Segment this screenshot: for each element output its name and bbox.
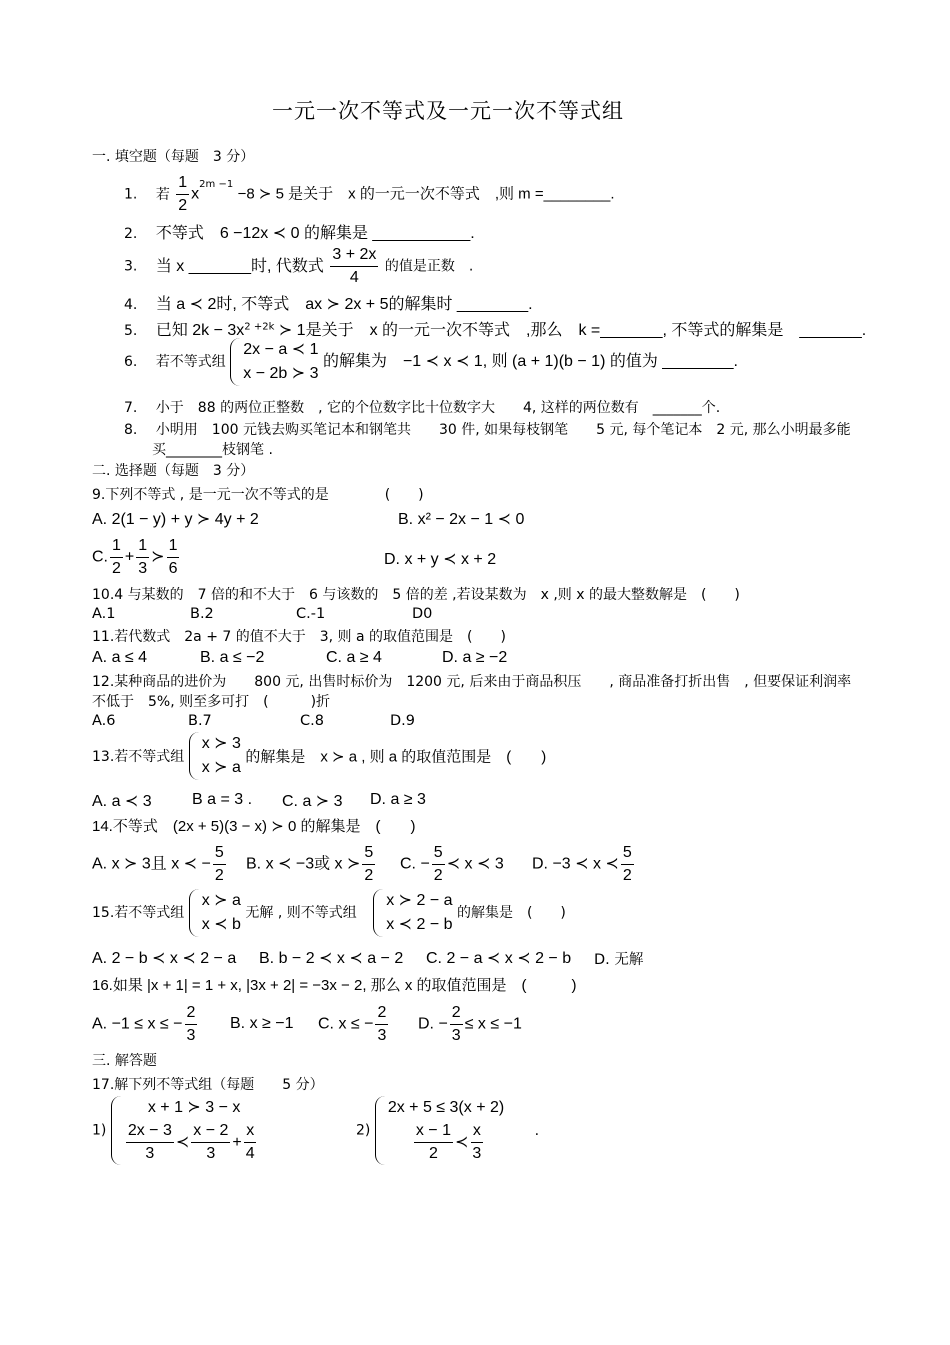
option-b: B. x² − 2x − 1 ≺ 0 [398, 511, 525, 528]
section-fill-heading: 一. 填空题（每题 3 分） [92, 149, 255, 165]
option-c: C.-1 [296, 606, 326, 622]
inequality-system: 2x + 5 ≤ 3(x + 2) $\frac{x - 1}{2}$ ≺ $\frac{x}{3}$ [375, 1096, 504, 1165]
fill-question-6: 6. 若不等式组 2x − a ≺ 1 x − 2b ≻ 3 的解集为 −1 ≺ x ≺ 1, 则 (a + 1)(b − 1) 的值为 ________. [124, 338, 738, 386]
fill-question-4: 4. 当 a ≺ 2时, 不等式 ax ≻ 2x + 5的解集时 ________. [124, 296, 533, 313]
section-solve-heading: 三. 解答题 [92, 1053, 157, 1069]
option-a: A. a ≺ 3 [92, 793, 152, 810]
option-b: B a = 3 . [192, 791, 253, 808]
q-number: 1. [124, 186, 138, 203]
fraction: $\frac{1}{2}$ [178, 174, 188, 214]
option-a: A.1 [92, 606, 116, 622]
q-text: 若 [155, 186, 170, 203]
fill-question-8-line2: 买________枝钢笔 . [152, 442, 273, 458]
option-c: C. 2 − a ≺ x ≺ 2 − b [426, 950, 572, 967]
fraction: $\frac{3 + 2x}{4}$ [332, 246, 377, 286]
choice-question-11: 11.若代数式 2a + 7 的值不大于 3, 则 a 的取值范围是 ( ) [92, 629, 506, 645]
option-a: A.6 [92, 713, 116, 729]
option-a: A. 2 − b ≺ x ≺ 2 − a [92, 950, 237, 967]
option-c: C. a ≥ 4 [326, 649, 382, 666]
option-a: A. 2(1 − y) + y ≻ 4y + 2 [92, 511, 259, 528]
option-d: D.9 [390, 713, 415, 729]
solve-problem-1: 1) x + 1 ≻ 3 − x $\frac{2x - 3}{3}$ ≺ $\frac{x - 2}{3}$ + $\frac{x}{4}$ [92, 1096, 259, 1165]
option-d: D. − $\frac{2}{3}$ ≤ x ≤ −1 [418, 1004, 522, 1044]
option-b: B. a ≤ −2 [200, 649, 265, 666]
option-d: D. −3 ≺ x ≺ $\frac{5}{2}$ [532, 844, 632, 884]
option-d: D0 [412, 606, 433, 622]
solve-question-17: 17.解下列不等式组（每题 5 分） [92, 1077, 324, 1093]
option-b: B.2 [190, 606, 214, 622]
choice-question-12: 12.某种商品的进价为 800 元, 出售时标价为 1200 元, 后来由于商品积压 , 商品准备打折出售 , 但要保证利润率 [92, 674, 852, 690]
fill-question-5: 5. 已知 $2k - 3x^{2 +2k}$ ≻ 1是关于 x 的一元一次不等式 ,那么 k =_______, 不等式的解集是 _______. [124, 321, 867, 339]
choice-question-16: 16.如果 |x + 1| = 1 + x, |3x + 2| = −3x − 2, 那么 x 的取值范围是 ( ) [92, 977, 577, 994]
option-d: D. a ≥ 3 [370, 791, 426, 808]
inequality-system: x ≻ 3 x ≻ a [189, 732, 241, 780]
option-a: A. x ≻ 3且 x ≺ − $\frac{5}{2}$ [92, 844, 224, 884]
option-b: B. x ≥ −1 [230, 1015, 294, 1032]
choice-question-14: 14.不等式 (2x + 5)(3 − x) ≻ 0 的解集是 ( ) [92, 818, 416, 835]
solve-problem-2: 2) 2x + 5 ≤ 3(x + 2) $\frac{x - 1}{2}$ ≺ $\frac{x}{3}$ . [356, 1096, 539, 1165]
fill-question-1: 1. 若 $\frac{1}{2}$ $x^{2m -1} -8$ ≻ 5 是关于 x 的一元一次不等式 ,则 m =________. [124, 172, 615, 217]
choice-question-15: 15.若不等式组 x ≻ a x ≺ b 无解 , 则不等式组 x ≻ 2 − a x ≺ 2 − b 的解集是 ( ) [92, 889, 566, 937]
choice-question-13: 13.若不等式组 x ≻ 3 x ≻ a 的解集是 x ≻ a , 则 a 的取值范围是 ( ) [92, 732, 546, 780]
option-c: C.8 [300, 713, 324, 729]
inequality-system: x ≻ a x ≺ b [189, 889, 241, 937]
inequality-system: 2x − a ≺ 1 x − 2b ≻ 3 [230, 338, 318, 386]
option-d: D. a ≥ −2 [442, 649, 508, 666]
fill-question-7: 7. 小于 88 的两位正整数 , 它的个位数字比十位数字大 4, 这样的两位数有 _______个. [124, 400, 721, 416]
inequality-system: x ≻ 2 − a x ≺ 2 − b [373, 889, 452, 937]
option-a: A. a ≤ 4 [92, 649, 148, 666]
option-c: C. − $\frac{5}{2}$ ≺ x ≺ 3 [400, 844, 504, 884]
q-text: −8 ≻ 5 是关于 x 的一元一次不等式 ,则 m =________. [237, 185, 615, 203]
choice-question-9: 9.下列不等式 , 是一元一次不等式的是 ( ) [92, 487, 424, 503]
option-b: B. x ≺ −3或 x ≻ $\frac{5}{2}$ [246, 844, 374, 884]
option-b: B. b − 2 ≺ x ≺ a − 2 [259, 950, 404, 967]
option-a: A. −1 ≤ x ≤ − $\frac{2}{3}$ [92, 1004, 196, 1044]
fill-question-2: 2. 不等式 6 −12x ≺ 0 的解集是 ___________. [124, 225, 475, 242]
option-b: B.7 [188, 713, 212, 729]
choice-question-12-line2: 不低于 5%, 则至多可打 ( )折 [92, 694, 331, 710]
choice-question-10: 10.4 与某数的 7 倍的和不大于 6 与该数的 5 倍的差 ,若设某数为 x ,则 x 的最大整数解是 ( ) [92, 587, 740, 603]
option-d: D. x + y ≺ x + 2 [384, 551, 497, 568]
option-d: D. 无解 [594, 952, 644, 968]
option-c: C. x ≤ − $\frac{2}{3}$ [318, 1004, 387, 1044]
inequality-system: x + 1 ≻ 3 − x $\frac{2x - 3}{3}$ ≺ $\frac{x - 2}{3}$ + $\frac{x}{4}$ [111, 1096, 259, 1165]
fill-question-8: 8. 小明用 100 元钱去购买笔记本和钢笔共 30 件, 如果每枝钢笔 5 元, 每个笔记本 2 元, 那么小明最多能 [124, 422, 851, 438]
option-c: C. a ≻ 3 [282, 793, 343, 810]
option-c: C. $\frac{1}{2}$ + $\frac{1}{3}$ ≻ $\frac{1}{6}$ [92, 537, 178, 577]
page-title: 一元一次不等式及一元一次不等式组 [272, 99, 624, 123]
fill-question-3: 3. 当 x _______时, 代数式 $\frac{3 + 2x}{4}$ 的值是正数 . [124, 244, 473, 289]
section-choice-heading: 二. 选择题（每题 3 分） [92, 463, 255, 479]
